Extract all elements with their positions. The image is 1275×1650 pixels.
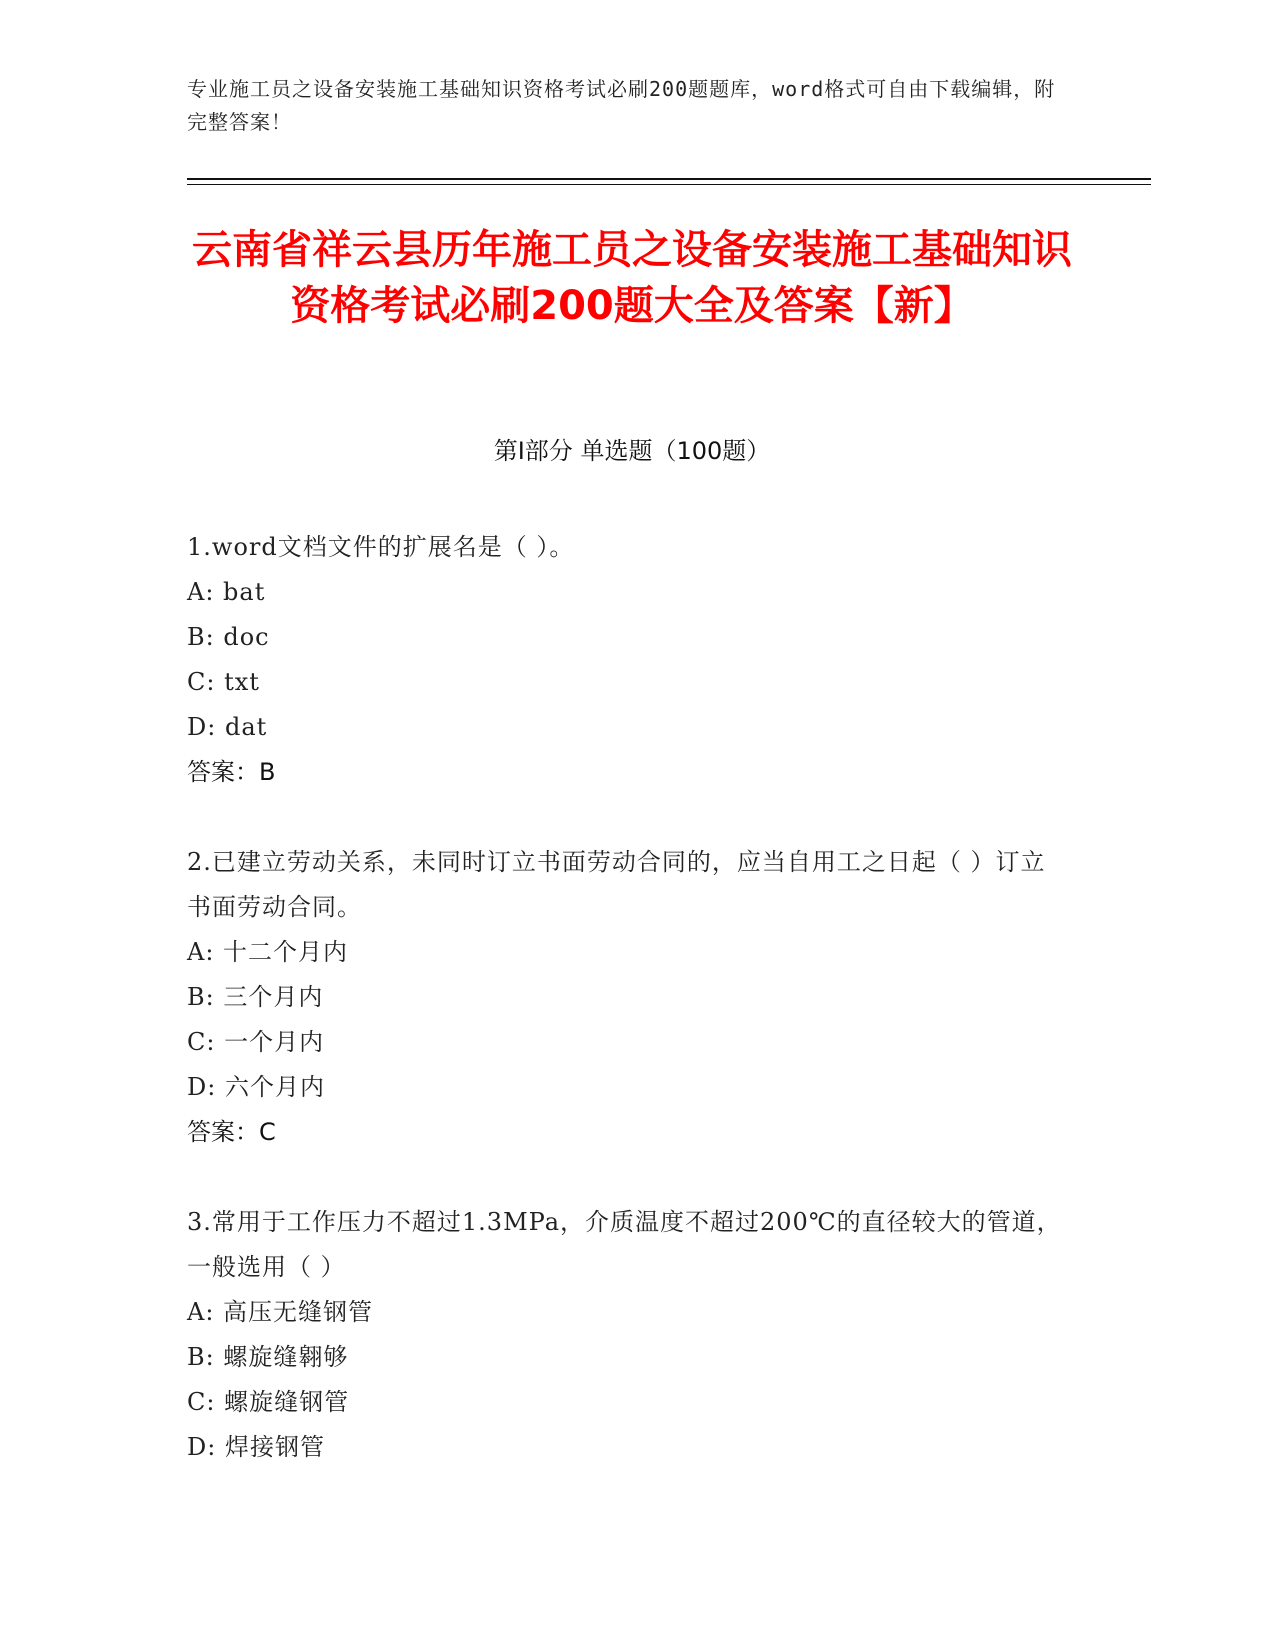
option-c: C: 螺旋缝钢管	[187, 1388, 350, 1416]
header-divider-thick	[187, 178, 1151, 180]
header-divider-thin	[187, 184, 1151, 185]
answer: 答案：B	[187, 758, 276, 786]
question-stem: 3.常用于工作压力不超过1.3MPa，介质温度不超过200℃的直径较大的管道，一般选用（ ）	[187, 1208, 1062, 1281]
question-1	[187, 525, 1067, 795]
option-a: A: bat	[187, 578, 266, 606]
option-d: D: 六个月内	[187, 1073, 325, 1101]
question-stem: 2.已建立劳动关系，未同时订立书面劳动合同的，应当自用工之日起（ ）订立书面劳动合同。	[187, 848, 1046, 921]
header-note: 专业施工员之设备安装施工基础知识资格考试必刷200题题库，word格式可自由下载编辑，附完整答案！	[187, 77, 1056, 134]
question-2	[187, 840, 1067, 1155]
option-a: A: 高压无缝钢管	[187, 1298, 374, 1326]
option-d: D: dat	[187, 713, 268, 741]
question-3	[187, 1200, 1067, 1470]
document-title: 云南省祥云县历年施工员之设备安装施工基础知识资格考试必刷200题大全及答案【新】	[192, 227, 1072, 329]
option-b: B: doc	[187, 623, 270, 651]
option-a: A: 十二个月内	[187, 938, 349, 966]
option-c: C: 一个月内	[187, 1028, 325, 1056]
question-stem: 1.word文档文件的扩展名是（ ）。	[187, 533, 575, 561]
option-b: B: 螺旋缝翱够	[187, 1343, 349, 1371]
option-d: D: 焊接钢管	[187, 1433, 325, 1461]
option-c: C: txt	[187, 668, 260, 696]
answer: 答案：C	[187, 1118, 276, 1146]
option-b: B: 三个月内	[187, 983, 324, 1011]
section-title: 第Ⅰ部分 单选题（100题）	[493, 437, 771, 465]
